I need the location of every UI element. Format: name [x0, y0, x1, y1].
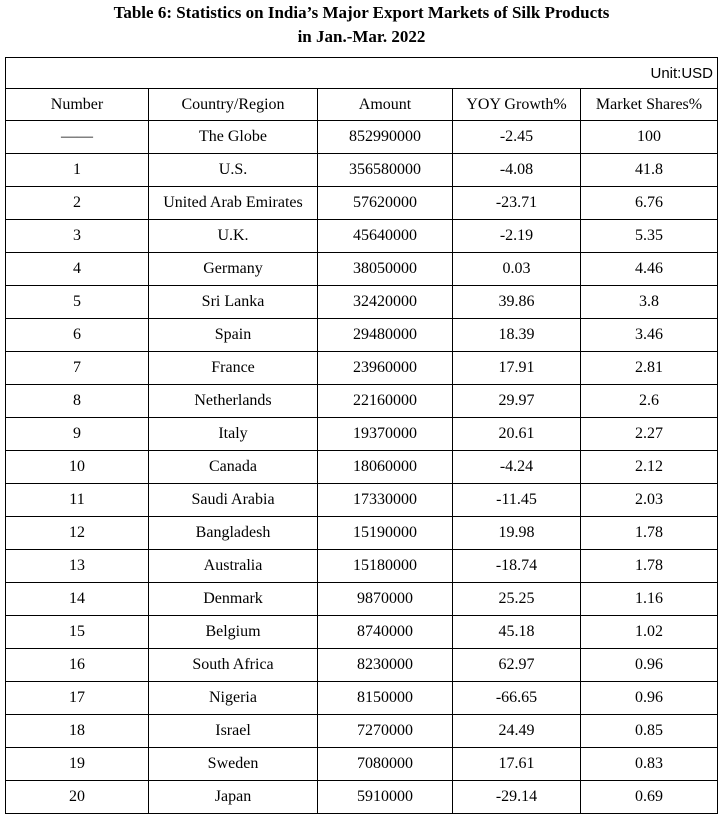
cell-market-shares: 1.02 — [581, 616, 718, 649]
header-amount: Amount — [318, 89, 453, 121]
cell-yoy-growth: 29.97 — [453, 385, 581, 418]
cell-number: 18 — [6, 715, 149, 748]
cell-amount: 19370000 — [318, 418, 453, 451]
cell-yoy-growth: -23.71 — [453, 187, 581, 220]
table-row — [6, 550, 718, 583]
cell-market-shares: 2.81 — [581, 352, 718, 385]
table-row — [6, 121, 718, 154]
cell-amount: 23960000 — [318, 352, 453, 385]
cell-amount: 38050000 — [318, 253, 453, 286]
table-title — [0, 1, 723, 51]
cell-market-shares: 3.46 — [581, 319, 718, 352]
cell-amount: 15180000 — [318, 550, 453, 583]
cell-amount: 45640000 — [318, 220, 453, 253]
cell-number: 17 — [6, 682, 149, 715]
cell-country-region: Spain — [149, 319, 318, 352]
cell-market-shares: 0.96 — [581, 649, 718, 682]
cell-country-region: Israel — [149, 715, 318, 748]
table-row — [6, 352, 718, 385]
cell-amount: 32420000 — [318, 286, 453, 319]
cell-country-region: Belgium — [149, 616, 318, 649]
cell-market-shares: 1.16 — [581, 583, 718, 616]
cell-market-shares: 41.8 — [581, 154, 718, 187]
cell-market-shares: 1.78 — [581, 517, 718, 550]
cell-yoy-growth: 17.61 — [453, 748, 581, 781]
header-market-shares: Market Shares% — [581, 89, 718, 121]
cell-market-shares: 4.46 — [581, 253, 718, 286]
cell-number: 9 — [6, 418, 149, 451]
cell-country-region: Germany — [149, 253, 318, 286]
cell-country-region: United Arab Emirates — [149, 187, 318, 220]
cell-country-region: Bangladesh — [149, 517, 318, 550]
cell-market-shares: 0.69 — [581, 781, 718, 814]
cell-country-region: Sri Lanka — [149, 286, 318, 319]
cell-yoy-growth: -2.45 — [453, 121, 581, 154]
table-row — [6, 451, 718, 484]
table-title-line-2: in Jan.-Mar. 2022 — [297, 27, 426, 46]
header-yoy-growth: YOY Growth% — [453, 89, 581, 121]
cell-country-region: Australia — [149, 550, 318, 583]
cell-yoy-growth: -2.19 — [453, 220, 581, 253]
table-row — [6, 583, 718, 616]
cell-market-shares: 2.27 — [581, 418, 718, 451]
table-row — [6, 385, 718, 418]
cell-amount: 852990000 — [318, 121, 453, 154]
cell-yoy-growth: 39.86 — [453, 286, 581, 319]
cell-number: 10 — [6, 451, 149, 484]
header-number: Number — [6, 89, 149, 121]
cell-amount: 15190000 — [318, 517, 453, 550]
cell-market-shares: 0.83 — [581, 748, 718, 781]
cell-country-region: Denmark — [149, 583, 318, 616]
cell-number: 6 — [6, 319, 149, 352]
cell-yoy-growth: 25.25 — [453, 583, 581, 616]
cell-country-region: France — [149, 352, 318, 385]
cell-number: 15 — [6, 616, 149, 649]
cell-amount: 8230000 — [318, 649, 453, 682]
cell-number: 14 — [6, 583, 149, 616]
cell-number: 13 — [6, 550, 149, 583]
cell-country-region: Italy — [149, 418, 318, 451]
cell-amount: 22160000 — [318, 385, 453, 418]
table-row — [6, 649, 718, 682]
cell-amount: 7270000 — [318, 715, 453, 748]
cell-number: 7 — [6, 352, 149, 385]
cell-market-shares: 100 — [581, 121, 718, 154]
cell-yoy-growth: 45.18 — [453, 616, 581, 649]
cell-country-region: Netherlands — [149, 385, 318, 418]
cell-market-shares: 3.8 — [581, 286, 718, 319]
cell-country-region: Japan — [149, 781, 318, 814]
table-row — [6, 253, 718, 286]
cell-country-region: Saudi Arabia — [149, 484, 318, 517]
cell-country-region: South Africa — [149, 649, 318, 682]
cell-yoy-growth: 19.98 — [453, 517, 581, 550]
cell-number: 4 — [6, 253, 149, 286]
table-row — [6, 220, 718, 253]
cell-number: 3 — [6, 220, 149, 253]
cell-market-shares: 2.6 — [581, 385, 718, 418]
cell-amount: 29480000 — [318, 319, 453, 352]
cell-country-region: U.S. — [149, 154, 318, 187]
cell-number: 19 — [6, 748, 149, 781]
cell-number: 2 — [6, 187, 149, 220]
cell-market-shares: 2.12 — [581, 451, 718, 484]
unit-label: Unit:USD — [6, 58, 718, 89]
cell-yoy-growth: -29.14 — [453, 781, 581, 814]
cell-amount: 356580000 — [318, 154, 453, 187]
cell-market-shares: 5.35 — [581, 220, 718, 253]
header-country-region: Country/Region — [149, 89, 318, 121]
cell-yoy-growth: 17.91 — [453, 352, 581, 385]
table-row — [6, 187, 718, 220]
table-row — [6, 484, 718, 517]
table-row — [6, 319, 718, 352]
header-row — [6, 89, 718, 121]
cell-market-shares: 0.96 — [581, 682, 718, 715]
cell-number: 20 — [6, 781, 149, 814]
cell-market-shares: 2.03 — [581, 484, 718, 517]
cell-yoy-growth: 20.61 — [453, 418, 581, 451]
cell-amount: 57620000 — [318, 187, 453, 220]
cell-yoy-growth: 18.39 — [453, 319, 581, 352]
cell-country-region: Canada — [149, 451, 318, 484]
cell-country-region: The Globe — [149, 121, 318, 154]
cell-amount: 8740000 — [318, 616, 453, 649]
table-row — [6, 616, 718, 649]
cell-amount: 7080000 — [318, 748, 453, 781]
cell-yoy-growth: 0.03 — [453, 253, 581, 286]
table-row — [6, 154, 718, 187]
cell-amount: 18060000 — [318, 451, 453, 484]
table-row — [6, 715, 718, 748]
cell-yoy-growth: 24.49 — [453, 715, 581, 748]
unit-row — [6, 58, 718, 89]
table-row — [6, 781, 718, 814]
cell-yoy-growth: -18.74 — [453, 550, 581, 583]
cell-amount: 17330000 — [318, 484, 453, 517]
cell-amount: 8150000 — [318, 682, 453, 715]
cell-number: 16 — [6, 649, 149, 682]
cell-country-region: U.K. — [149, 220, 318, 253]
cell-yoy-growth: -4.24 — [453, 451, 581, 484]
table-row — [6, 682, 718, 715]
cell-yoy-growth: -4.08 — [453, 154, 581, 187]
cell-market-shares: 1.78 — [581, 550, 718, 583]
cell-yoy-growth: -11.45 — [453, 484, 581, 517]
table-row — [6, 418, 718, 451]
cell-country-region: Sweden — [149, 748, 318, 781]
cell-amount: 9870000 — [318, 583, 453, 616]
cell-number: 8 — [6, 385, 149, 418]
cell-number: 5 — [6, 286, 149, 319]
cell-number: 12 — [6, 517, 149, 550]
cell-yoy-growth: 62.97 — [453, 649, 581, 682]
cell-number: 1 — [6, 154, 149, 187]
cell-amount: 5910000 — [318, 781, 453, 814]
cell-number: 11 — [6, 484, 149, 517]
cell-market-shares: 0.85 — [581, 715, 718, 748]
cell-number: —— — [6, 121, 149, 154]
export-markets-table — [5, 57, 718, 814]
table-row — [6, 517, 718, 550]
cell-market-shares: 6.76 — [581, 187, 718, 220]
table-title-line-1: Table 6: Statistics on India’s Major Export Markets of Silk Products — [113, 3, 610, 22]
cell-yoy-growth: -66.65 — [453, 682, 581, 715]
table-row — [6, 286, 718, 319]
cell-country-region: Nigeria — [149, 682, 318, 715]
table-row — [6, 748, 718, 781]
